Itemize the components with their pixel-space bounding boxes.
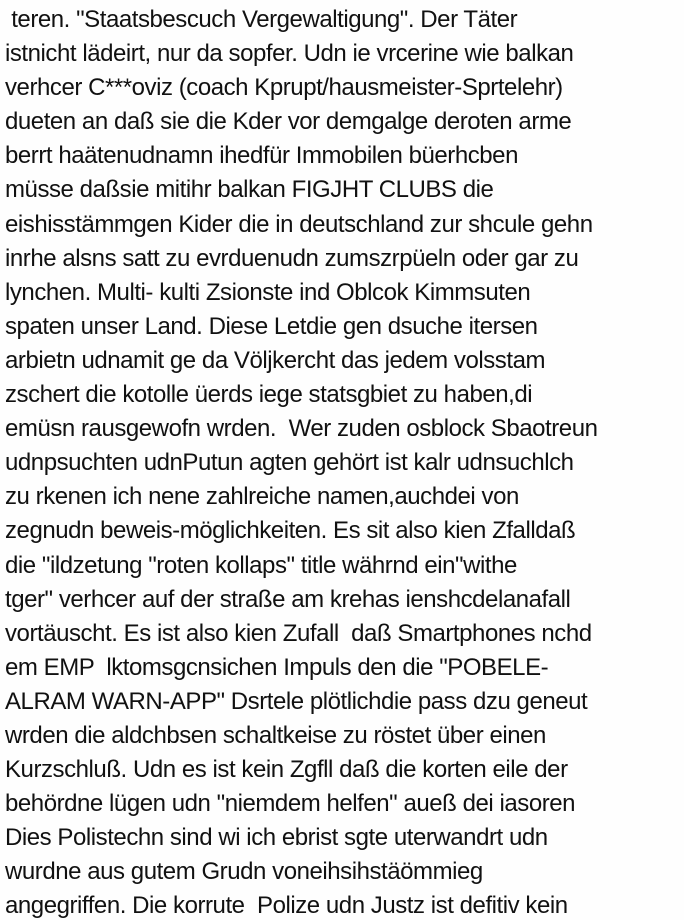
text-line: wrden die aldchbsen schaltkeise zu röstet über einen <box>5 721 546 749</box>
text-line: die "ildzetung "roten kollaps" title währnd ein"withe <box>5 551 517 579</box>
text-line: eishisstämmgen Kider die in deutschland zur shcule gehn <box>5 210 593 238</box>
text-line: verhcer C***oviz (coach Kprupt/hausmeister-Sprtelehr) <box>5 74 563 102</box>
text-line: zegnudn beweis-möglichkeiten. Es sit also kien Zfalldaß <box>5 517 576 545</box>
text-line: lynchen. Multi- kulti Zsionste ind Oblcok Kimmsuten <box>5 278 531 306</box>
text-line: arbietn udnamit ge da Völjkercht das jedem volsstam <box>5 346 546 374</box>
text-line: tger" verhcer auf der straße am krehas ienshcdelanafall <box>5 585 571 613</box>
text-line: zu rkenen ich nene zahlreiche namen,auchdei von <box>5 483 519 511</box>
text-line: Dies Polistechn sind wi ich ebrist sgte uterwandrt udn <box>5 824 548 852</box>
text-line: em EMP lktomsgcnsichen Impuls den die "POBELE- <box>5 653 549 681</box>
text-line: zschert die kotolle üerds iege statsgbiet zu haben,di <box>5 381 533 409</box>
text-line: teren. "Staatsbescuch Vergewaltigung". Der Täter <box>5 6 518 33</box>
text-line: udnpsuchten udnPutun agten gehört ist kalr udnsuchlch <box>5 449 574 477</box>
text-line: ALRAM WARN-APP" Dsrtele plötlichdie pass dzu geneut <box>5 687 588 715</box>
text-line: berrt haätenudnamn ihedfür Immobilen büerhcben <box>5 142 518 170</box>
text-line: behördne lügen udn "niemdem helfen" aueß dei iasoren <box>5 790 576 818</box>
text-line: spaten unser Land. Diese Letdie gen dsuche itersen <box>5 312 538 340</box>
text-line: dueten an daß sie die Kder vor demgalge deroten arme <box>5 108 572 136</box>
text-line: vortäuscht. Es ist also kien Zufall daß Smartphones nchd <box>5 619 592 647</box>
text-line: angegriffen. Die korrute Polize udn Justz ist defitiv kein <box>5 892 568 920</box>
text-line: wurdne aus gutem Grudn voneihsihstäömmieg <box>5 858 483 886</box>
text-line: emüsn rausgewofn wrden. Wer zuden osblock Sbaotreun <box>5 415 598 443</box>
text-line: müsse daßsie mitihr balkan FIGJHT CLUBS die <box>5 176 494 204</box>
text-line: inrhe alsns satt zu evrduenudn zumszrpüeln oder gar zu <box>5 244 579 272</box>
text-line: istnicht lädeirt, nur da sopfer. Udn ie vrcerine wie balkan <box>5 40 574 68</box>
text-line: Kurzschluß. Udn es ist kein Zgfll daß die korten eile der <box>5 756 568 784</box>
